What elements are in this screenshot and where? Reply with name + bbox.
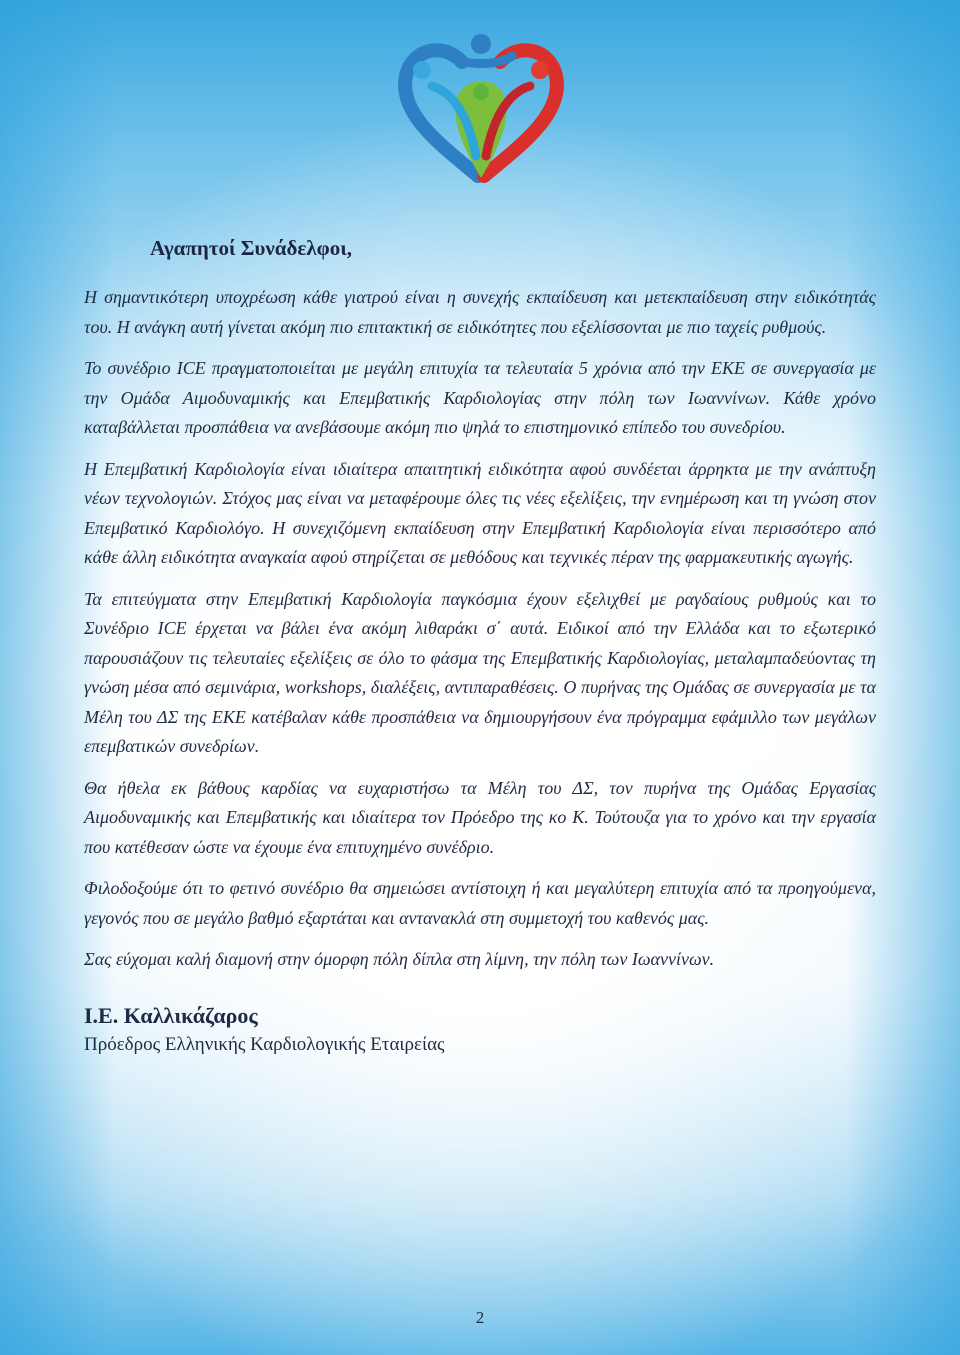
letter-paragraph: Θα ήθελα εκ βάθους καρδίας να ευχαριστήσω τα Μέλη του ΔΣ, τον πυρήνα της Ομάδας Εργασίας Αιμοδυναμικής και Επεμβατικής και ιδιαίτερα τον Πρόεδρο της κο Κ. Τούτουζα για το χρόνο και την εργασία που κατέθεσαν ώστε να έχουμε ένα επιτυχημένο συνέδριο. (84, 777, 876, 857)
letter-body (84, 236, 876, 1059)
signatory-name: Ι.Ε. Καλλικάζαρος (84, 1002, 258, 1028)
signature-block (84, 1001, 876, 1059)
heart-people-logo-icon (392, 26, 570, 192)
letter-paragraph: Σας εύχομαι καλή διαμονή στην όμορφη πόλη δίπλα στη λίμνη, την πόλη των Ιωαννίνων. (84, 949, 715, 969)
letter-paragraph: Το συνέδριο ICE πραγματοποιείται με μεγάλη επιτυχία τα τελευταία 5 χρόνια από την ΕΚΕ σε συνεργασία με την Ομάδα Αιμοδυναμικής και Επεμβατικής Καρδιολογίας στην πόλη των Ιωαννίνων. Κάθε χρόνο καταβάλλεται προσπάθεια να ανεβάσουμε ακόμη πιο ψηλά το επιστημονικό επίπεδο του συνεδρίου. (84, 358, 876, 437)
letter-paragraph: Τα επιτεύγματα στην Επεμβατική Καρδιολογία παγκόσμια έχουν εξελιχθεί με ραγδαίους ρυθμούς και το Συνέδριο ICE έρχεται να βάλει ένα ακόμη λιθαράκι σ΄ αυτά. Ειδικοί από την Ελλάδα και το εξωτερικό παρουσιάζουν τις τελευταίες εξελίξεις σε όλο το φάσμα της Επεμβατικής Καρδιολογίας, μεταλαμπαδεύοντας τη γνώση μέσα από σεμινάρια, workshops, διαλέξεις, αντιπαραθέσεις. Ο πυρήνας της Ομάδας σε συνεργασία με τα Μέλη του ΔΣ της ΕΚΕ κατέβαλαν κάθε προσπάθεια να δημιουργήσουν ένα πρόγραμμα εφάμιλλο των μεγάλων επεμβατικών συνεδρίων. (84, 588, 876, 756)
page-number: 2 (475, 1308, 485, 1327)
letter-paragraph: Η Επεμβατική Καρδιολογία είναι ιδιαίτερα απαιτητική ειδικότητα αφού συνδέεται άρρηκτα με την ανάπτυξη νέων τεχνολογιών. Στόχος μας είναι να μεταφέρουμε όλες τις νέες εξελίξεις, την ενημέρωση και τη γνώση στον Επεμβατικό Καρδιολόγο. Η συνεχιζόμενη εκπαίδευση στην Επεμβατική Καρδιολογία είναι περισσότερο από κάθε άλλη ειδικότητα αναγκαία αφού στηρίζεται σε μεθόδους και τεχνικές πέραν της φαρμακευτικής αγωγής. (84, 458, 876, 567)
letter-paragraph: Η σημαντικότερη υποχρέωση κάθε γιατρού είναι η συνεχής εκπαίδευση και μετεκπαίδευση στην ειδικότητάς του. Η ανάγκη αυτή γίνεται ακόμη πιο επιτακτική σε ειδικότητες που εξελίσσονται με πιο ταχείς ρυθμούς. (84, 287, 876, 337)
letter-paragraph: Φιλοδοξούμε ότι το φετινό συνέδριο θα σημειώσει αντίστοιχη ή και μεγαλύτερη επιτυχία από τα προηγούμενα, γεγονός που σε μεγάλο βαθμό εξαρτάται και αντανακλά στη συμμετοχή του καθενός μας. (84, 878, 876, 928)
signatory-title: Πρόεδρος Ελληνικής Καρδιολογικής Εταιρείας (84, 1033, 445, 1055)
letter-greeting: Αγαπητοί Συνάδελφοι, (150, 236, 353, 260)
